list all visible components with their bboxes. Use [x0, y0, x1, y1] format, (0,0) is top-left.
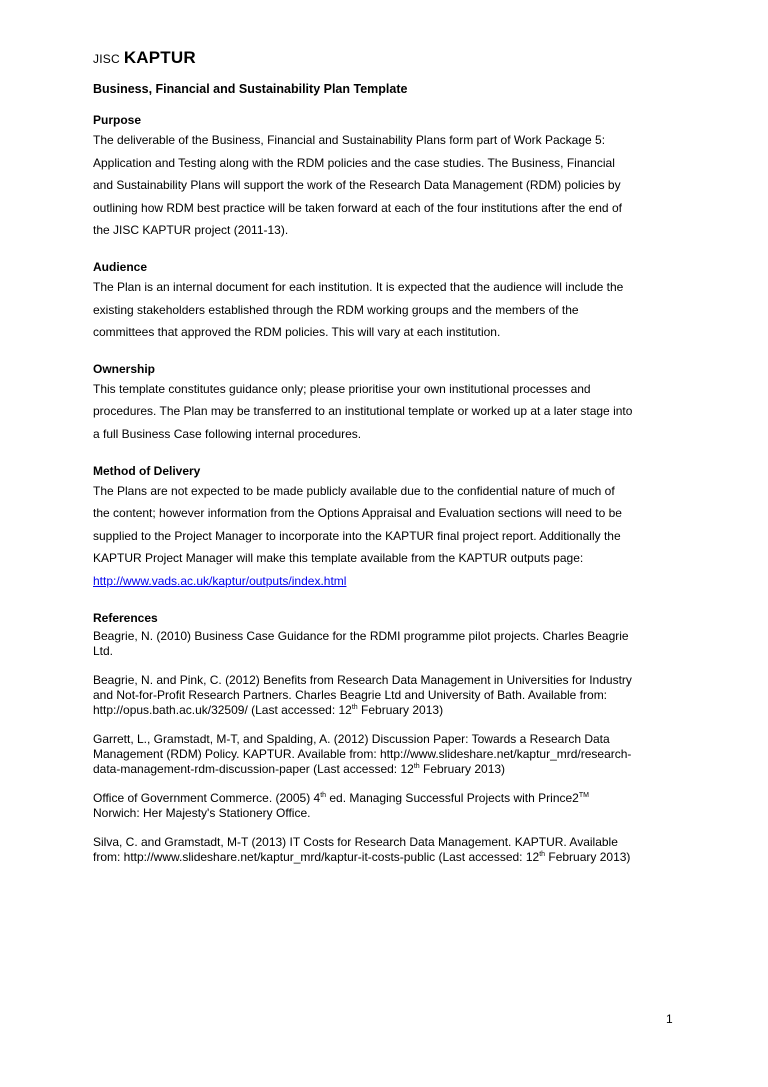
ordinal-suffix: th — [413, 762, 420, 770]
paragraph-line — [93, 570, 673, 593]
reference-item — [93, 732, 673, 777]
paragraph-line: and Sustainability Plans will support the work of the Research Data Management (RDM) policies by — [93, 178, 621, 193]
section-audience — [93, 258, 673, 344]
document-header — [93, 48, 673, 69]
reference-line — [93, 703, 673, 718]
reference-text: February 2013) — [419, 761, 506, 776]
reference-text: February 2013) — [357, 702, 444, 717]
reference-text: http://opus.bath.ac.uk/32509/ (Last accessed: 12 — [93, 702, 352, 717]
paragraph-line: the content; however information from the Options Appraisal and Evaluation sections will need to be — [93, 506, 622, 521]
paragraph-line: The Plan is an internal document for each institution. It is expected that the audience will include the — [93, 279, 624, 294]
section-heading: Audience — [93, 259, 148, 274]
paragraph-line: existing stakeholders established through the RDM working groups and the members of the — [93, 302, 579, 317]
reference-text: from: http://www.slideshare.net/kaptur_mrd/kaptur-it-costs-public (Last accessed: 12 — [93, 849, 540, 864]
reference-item — [93, 629, 673, 659]
reference-line: and Not-for-Profit Research Partners. Charles Beagrie Ltd and University of Bath. Available from: — [93, 687, 608, 702]
reference-item — [93, 673, 673, 718]
reference-item — [93, 835, 673, 865]
reference-text: Office of Government Commerce. (2005) 4 — [93, 790, 321, 805]
reference-line: Beagrie, N. (2010) Business Case Guidance for the RDMI programme pilot projects. Charles Beagrie — [93, 628, 629, 643]
section-method-of-delivery — [93, 462, 673, 593]
section-purpose — [93, 111, 673, 242]
section-ownership — [93, 360, 673, 446]
paragraph-line: procedures. The Plan may be transferred to an institutional template or worked up at a later stage into — [93, 404, 633, 419]
document-title: Business, Financial and Sustainability Plan Template — [93, 82, 408, 96]
reference-line — [93, 850, 673, 865]
reference-line — [93, 762, 673, 777]
paragraph-line: The Plans are not expected to be made publicly available due to the confidential nature of much of — [93, 483, 615, 498]
reference-line: Silva, C. and Gramstadt, M-T (2013) IT Costs for Research Data Management. KAPTUR. Available — [93, 834, 618, 849]
paragraph-line: the JISC KAPTUR project (2011-13). — [93, 223, 289, 238]
header-brand: KAPTUR — [123, 48, 196, 67]
reference-line: Norwich: Her Majesty's Stationery Office. — [93, 805, 311, 820]
document-page — [93, 48, 673, 881]
section-heading: Purpose — [93, 113, 142, 127]
section-references — [93, 609, 673, 865]
section-heading: Method of Delivery — [93, 463, 201, 478]
ordinal-suffix: th — [539, 850, 546, 858]
reference-text: February 2013) — [545, 849, 631, 864]
header-prefix: JISC — [93, 52, 120, 66]
reference-line: Management (RDM) Policy. KAPTUR. Available from: http://www.slideshare.net/kaptur_mrd/research- — [93, 746, 632, 761]
ordinal-suffix: th — [320, 791, 327, 799]
reference-line: Beagrie, N. and Pink, C. (2012) Benefits from Research Data Management in Universities for Industry — [93, 672, 632, 687]
reference-line: Garrett, L., Gramstadt, M-T, and Spalding, A. (2012) Discussion Paper: Towards a Research Data — [93, 731, 610, 746]
ordinal-suffix: th — [351, 703, 358, 711]
reference-text: ed. Managing Successful Projects with Prince2 — [326, 790, 579, 805]
paragraph-line: This template constitutes guidance only; please prioritise your own institutional processes and — [93, 381, 591, 396]
reference-item — [93, 791, 673, 821]
paragraph-line: a full Business Case following internal procedures. — [93, 426, 362, 441]
paragraph-line: KAPTUR Project Manager will make this template available from the KAPTUR outputs page: — [93, 551, 584, 566]
kaptur-outputs-link[interactable]: http://www.vads.ac.uk/kaptur/outputs/index.html — [93, 573, 347, 588]
section-heading: Ownership — [93, 361, 156, 376]
paragraph-line: supplied to the Project Manager to incorporate into the KAPTUR final project report. Additionally the — [93, 528, 621, 543]
page-number: 1 — [666, 1012, 673, 1026]
paragraph-line: committees that approved the RDM policies. This will vary at each institution. — [93, 325, 501, 340]
trademark-mark: TM — [578, 791, 589, 799]
paragraph-line: outlining how RDM best practice will be taken forward at each of the four institutions after the end of — [93, 200, 622, 215]
paragraph-line: The deliverable of the Business, Financial and Sustainability Plans form part of Work Package 5: — [93, 133, 606, 147]
reference-line — [93, 791, 673, 806]
reference-line: Ltd. — [93, 643, 114, 658]
section-heading: References — [93, 610, 158, 625]
paragraph-line: Application and Testing along with the RDM policies and the case studies. The Business, Financial — [93, 155, 615, 170]
reference-text: data-management-rdm-discussion-paper (Last accessed: 12 — [93, 761, 414, 776]
